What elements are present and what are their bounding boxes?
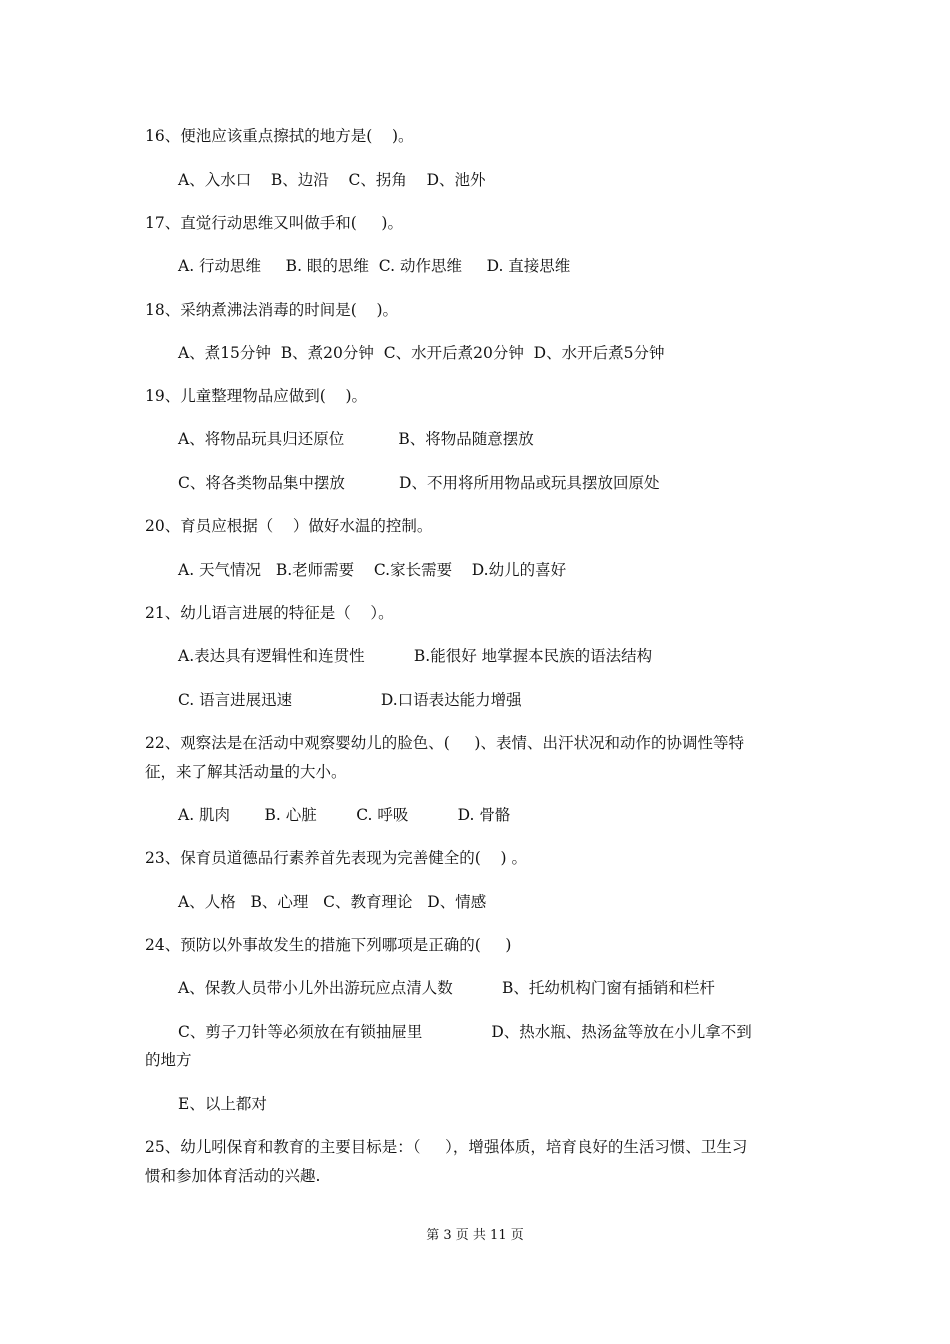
question-23: 23、保育员道德品行素养首先表现为完善健全的( ) 。 (145, 849, 527, 867)
question-22-continued: 征，来了解其活动量的大小。 (145, 763, 347, 781)
options-24-row3: E、以上都对 (178, 1095, 267, 1113)
question-20: 20、育员应根据（ ）做好水温的控制。 (145, 517, 433, 535)
options-19-row1: A、将物品玩具归还原位 B、将物品随意摆放 (178, 430, 534, 448)
question-25-continued: 惯和参加体育活动的兴趣. (145, 1167, 321, 1185)
question-25: 25、幼儿吲保育和教育的主要目标是：（ ），增强体质，培育良好的生活习惯、卫生习 (145, 1138, 748, 1156)
question-18: 18、采纳煮沸法消毒的时间是( )。 (145, 301, 399, 319)
options-24-wrap: 的地方 (145, 1051, 192, 1069)
options-24-row2: C、剪子刀针等必须放在有锁抽屉里 D、热水瓶、热汤盆等放在小儿拿不到 (178, 1023, 752, 1041)
question-22: 22、观察法是在活动中观察婴幼儿的脸色、( )、表情、出汗状况和动作的协调性等特 (145, 734, 744, 752)
options-18: A、煮15分钟 B、煮20分钟 C、水开后煮20分钟 D、水开后煮5分钟 (178, 344, 665, 362)
question-21: 21、幼儿语言进展的特征是（ ）。 (145, 604, 394, 622)
options-22: A. 肌肉 B. 心脏 C. 呼吸 D. 骨骼 (178, 806, 511, 824)
options-17: A. 行动思维 B. 眼的思维 C. 动作思维 D. 直接思维 (178, 257, 571, 275)
page-footer: 第 3 页 共 11 页 (426, 1228, 524, 1243)
options-19-row2: C、将各类物品集中摆放 D、不用将所用物品或玩具摆放回原处 (178, 474, 660, 492)
options-21-row2: C. 语言进展迅速 D.口语表达能力增强 (178, 691, 522, 709)
question-16: 16、便池应该重点擦拭的地方是( )。 (145, 127, 414, 145)
options-23: A、人格 B、心理 C、教育理论 D、情感 (178, 893, 487, 911)
question-24: 24、预防以外事故发生的措施下列哪项是正确的( ) (145, 936, 512, 954)
question-17: 17、直觉行动思维又叫做手和( )。 (145, 214, 403, 232)
options-21-row1: A.表达具有逻辑性和连贯性 B.能很好 地掌握本民族的语法结构 (178, 647, 653, 665)
options-20: A. 天气情况 B.老师需要 C.家长需要 D.幼儿的喜好 (178, 561, 567, 579)
options-16: A、入水口 B、边沿 C、拐角 D、池外 (178, 171, 486, 189)
options-24-row1: A、保教人员带小儿外出游玩应点清人数 B、托幼机构门窗有插销和栏杆 (178, 979, 715, 997)
question-19: 19、儿童整理物品应做到( )。 (145, 387, 368, 405)
